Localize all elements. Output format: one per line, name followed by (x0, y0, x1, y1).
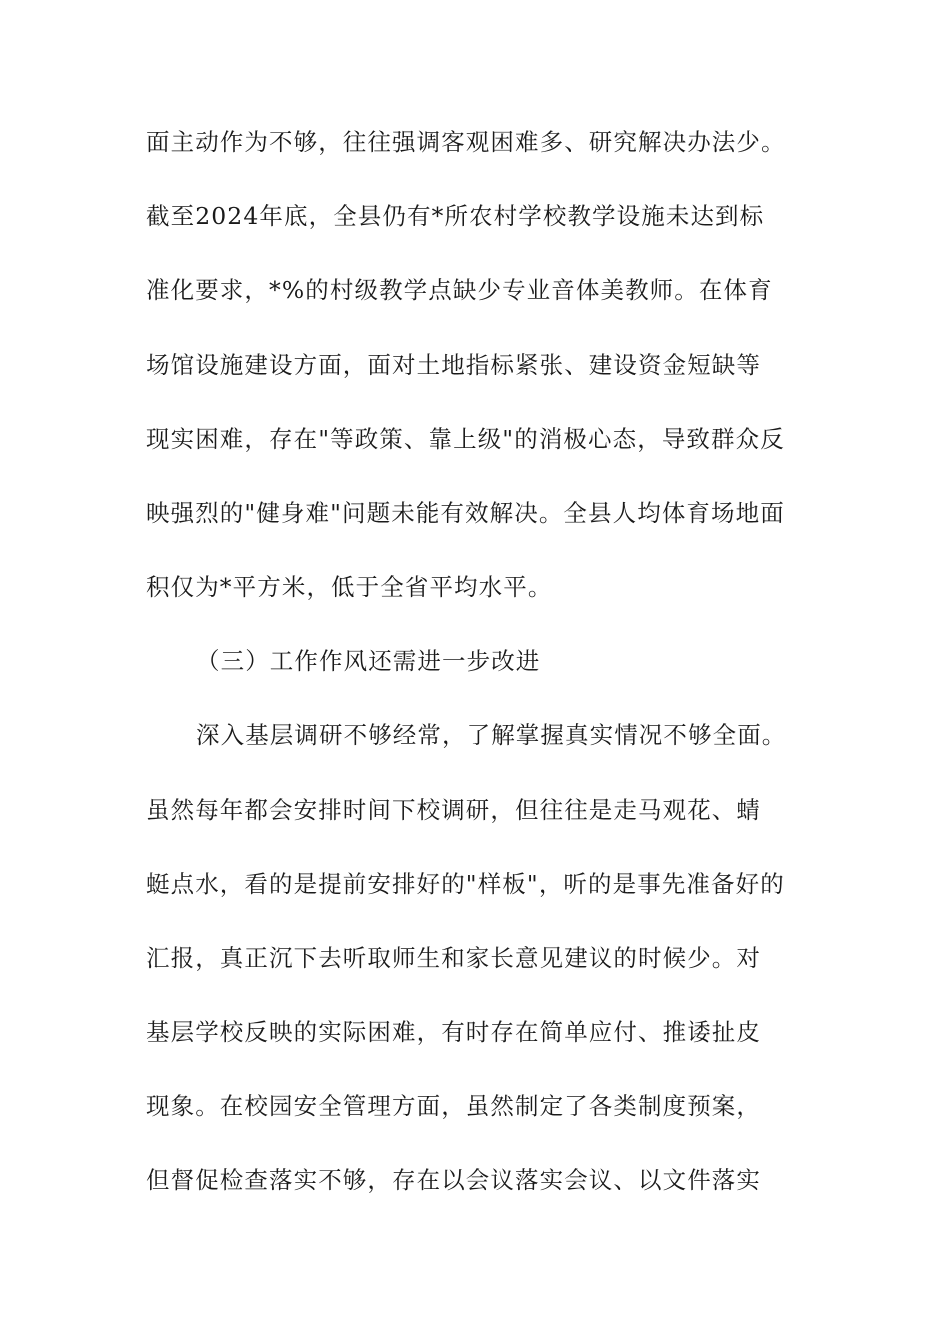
body-text-line: 截至2024年底，全县仍有*所农村学校教学设施未达到标 (146, 202, 765, 230)
body-text-line: 映强烈的"健身难"问题未能有效解决。全县人均体育场地面 (146, 499, 785, 527)
body-text-line: 面主动作为不够，往往强调客观困难多、研究解决办法少。 (146, 128, 786, 156)
body-text-line: 基层学校反映的实际困难，有时存在简单应付、推诿扯皮 (146, 1018, 761, 1046)
paragraph-first-line: 深入基层调研不够经常，了解掌握真实情况不够全面。 (196, 721, 787, 749)
body-text-line: 汇报，真正沉下去听取师生和家长意见建议的时候少。对 (146, 944, 761, 972)
body-text-line: 积仅为*平方米，低于全省平均水平。 (146, 573, 553, 601)
body-text-line: 蜓点水，看的是提前安排好的"样板"，听的是事先准备好的 (146, 870, 785, 898)
body-text-line: 虽然每年都会安排时间下校调研，但往往是走马观花、蜻 (146, 796, 761, 824)
body-text-line: 现实困难，存在"等政策、靠上级"的消极心态，导致群众反 (146, 425, 785, 453)
body-text-line: 但督促检查落实不够，存在以会议落实会议、以文件落实 (146, 1166, 761, 1194)
body-text-line: 现象。在校园安全管理方面，虽然制定了各类制度预案， (146, 1092, 761, 1120)
body-text-line: 准化要求，*%的村级教学点缺少专业音体美教师。在体育 (146, 276, 773, 304)
body-text-line: 场馆设施建设方面，面对土地指标紧张、建设资金短缺等 (146, 351, 761, 379)
section-heading: （三）工作作风还需进一步改进 (196, 647, 541, 675)
